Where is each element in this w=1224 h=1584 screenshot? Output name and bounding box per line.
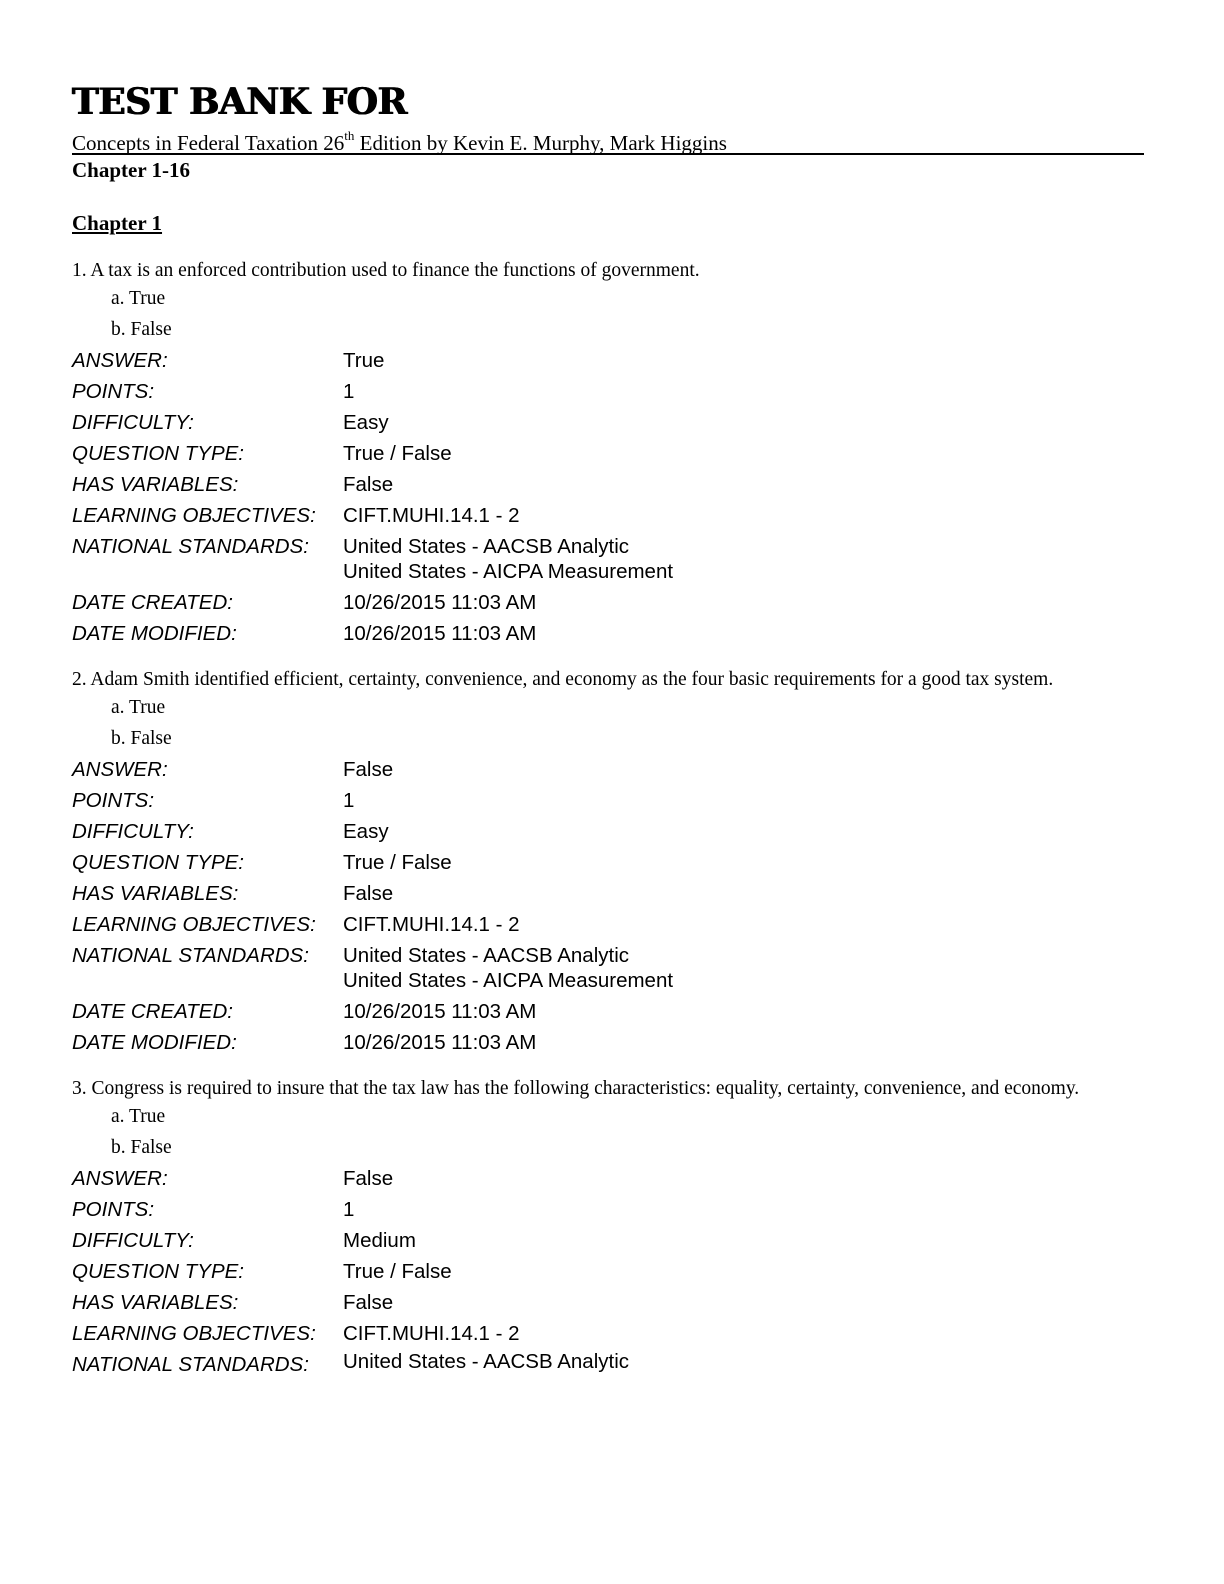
answer-option: b. False	[111, 1137, 172, 1158]
meta-value: True	[343, 349, 385, 372]
meta-value: False	[343, 882, 394, 905]
meta-row-points	[72, 376, 1144, 407]
meta-value: False	[343, 1291, 394, 1314]
meta-row-question-type	[72, 847, 1144, 878]
meta-value: Medium	[343, 1229, 416, 1252]
subtitle-superscript: th	[344, 128, 355, 143]
page-content	[72, 80, 1144, 1380]
meta-label: NATIONAL STANDARDS:	[72, 535, 309, 558]
meta-label: DATE MODIFIED:	[72, 1031, 237, 1054]
chapter-heading: Chapter 1	[72, 211, 163, 235]
meta-row-date-created	[72, 996, 1144, 1027]
answer-option: a. True	[111, 1106, 166, 1127]
meta-value-line: United States - AICPA Measurement	[343, 969, 674, 992]
meta-value: CIFT.MUHI.14.1 - 2	[343, 504, 520, 527]
meta-label: DIFFICULTY:	[72, 411, 194, 434]
meta-row-date-modified	[72, 1027, 1144, 1058]
meta-value-line: United States - AACSB Analytic	[343, 944, 629, 967]
chapter-range: Chapter 1-16	[72, 158, 191, 182]
meta-value	[343, 534, 1144, 584]
answer-options	[111, 284, 1144, 345]
question-item	[72, 1077, 1144, 1380]
meta-row-points	[72, 785, 1144, 816]
meta-row-difficulty	[72, 407, 1144, 438]
subtitle-text: Concepts in Federal Taxation 26	[72, 131, 345, 155]
meta-value: CIFT.MUHI.14.1 - 2	[343, 1322, 520, 1345]
meta-value: False	[343, 473, 394, 496]
meta-row-learning-objectives	[72, 909, 1144, 940]
meta-value: 10/26/2015 11:03 AM	[343, 591, 537, 614]
meta-row-has-variables	[72, 878, 1144, 909]
meta-value-line: United States - AACSB Analytic	[343, 1350, 629, 1373]
meta-value: True / False	[343, 1260, 452, 1283]
meta-value: 10/26/2015 11:03 AM	[343, 1000, 537, 1023]
meta-label: DATE MODIFIED:	[72, 622, 237, 645]
meta-row-national-standards	[72, 940, 1144, 996]
meta-label: QUESTION TYPE:	[72, 851, 244, 874]
meta-value: True / False	[343, 851, 452, 874]
meta-label: HAS VARIABLES:	[72, 882, 239, 905]
meta-label: QUESTION TYPE:	[72, 1260, 244, 1283]
meta-label: NATIONAL STANDARDS:	[72, 944, 309, 967]
meta-value: False	[343, 758, 394, 781]
meta-label: ANSWER:	[72, 349, 168, 372]
meta-row-answer	[72, 754, 1144, 785]
meta-row-learning-objectives	[72, 500, 1144, 531]
meta-label: POINTS:	[72, 380, 155, 403]
meta-label: DATE CREATED:	[72, 591, 233, 614]
answer-options	[111, 1102, 1144, 1163]
meta-row-national-standards	[72, 531, 1144, 587]
question-metadata	[72, 754, 1144, 1058]
meta-value	[343, 1349, 1144, 1380]
meta-value: Easy	[343, 411, 389, 434]
meta-label: DIFFICULTY:	[72, 1229, 194, 1252]
question-text: 3. Congress is required to insure that the tax law has the following characteristics: equality, certainty, convenience, and economy.	[72, 1078, 1080, 1099]
meta-value: 1	[343, 789, 355, 812]
meta-row-has-variables	[72, 469, 1144, 500]
meta-value: CIFT.MUHI.14.1 - 2	[343, 913, 520, 936]
meta-label: LEARNING OBJECTIVES:	[72, 1322, 316, 1345]
meta-label: HAS VARIABLES:	[72, 473, 239, 496]
answer-option: a. True	[111, 288, 166, 309]
question-list	[72, 259, 1144, 1380]
question-metadata	[72, 1163, 1144, 1380]
meta-value: 1	[343, 1198, 355, 1221]
meta-value-line: United States - AICPA Measurement	[343, 560, 674, 583]
book-subtitle	[72, 124, 1144, 155]
meta-value: 1	[343, 380, 355, 403]
meta-row-has-variables	[72, 1287, 1144, 1318]
meta-label: QUESTION TYPE:	[72, 442, 244, 465]
meta-value-line: United States - AACSB Analytic	[343, 535, 629, 558]
meta-value: False	[343, 1167, 394, 1190]
document-title: TEST BANK FOR	[72, 81, 407, 123]
meta-row-question-type	[72, 1256, 1144, 1287]
meta-row-national-standards	[72, 1349, 1144, 1380]
meta-row-learning-objectives	[72, 1318, 1144, 1349]
meta-row-answer	[72, 1163, 1144, 1194]
meta-label: ANSWER:	[72, 758, 168, 781]
question-text: 2. Adam Smith identified efficient, certainty, convenience, and economy as the four basic requirements for a good tax system.	[72, 669, 1054, 690]
meta-row-question-type	[72, 438, 1144, 469]
meta-row-answer	[72, 345, 1144, 376]
question-item	[72, 668, 1144, 1058]
meta-label: ANSWER:	[72, 1167, 168, 1190]
meta-row-points	[72, 1194, 1144, 1225]
meta-label: DATE CREATED:	[72, 1000, 233, 1023]
question-metadata	[72, 345, 1144, 649]
meta-row-date-created	[72, 587, 1144, 618]
meta-value	[343, 943, 1144, 993]
answer-options	[111, 693, 1144, 754]
meta-value: 10/26/2015 11:03 AM	[343, 622, 537, 645]
meta-label: POINTS:	[72, 1198, 155, 1221]
answer-option: a. True	[111, 697, 166, 718]
meta-label: NATIONAL STANDARDS:	[72, 1353, 309, 1376]
answer-option: b. False	[111, 319, 172, 340]
meta-row-date-modified	[72, 618, 1144, 649]
meta-label: LEARNING OBJECTIVES:	[72, 504, 316, 527]
meta-label: POINTS:	[72, 789, 155, 812]
meta-row-difficulty	[72, 816, 1144, 847]
meta-label: DIFFICULTY:	[72, 820, 194, 843]
question-item	[72, 259, 1144, 649]
question-text: 1. A tax is an enforced contribution used to finance the functions of government.	[72, 260, 700, 281]
meta-row-difficulty	[72, 1225, 1144, 1256]
meta-label: HAS VARIABLES:	[72, 1291, 239, 1314]
answer-option: b. False	[111, 728, 172, 749]
meta-value: 10/26/2015 11:03 AM	[343, 1031, 537, 1054]
meta-label: LEARNING OBJECTIVES:	[72, 913, 316, 936]
meta-value: Easy	[343, 820, 389, 843]
subtitle-text-rest: Edition by Kevin E. Murphy, Mark Higgins	[354, 131, 727, 155]
meta-value: True / False	[343, 442, 452, 465]
